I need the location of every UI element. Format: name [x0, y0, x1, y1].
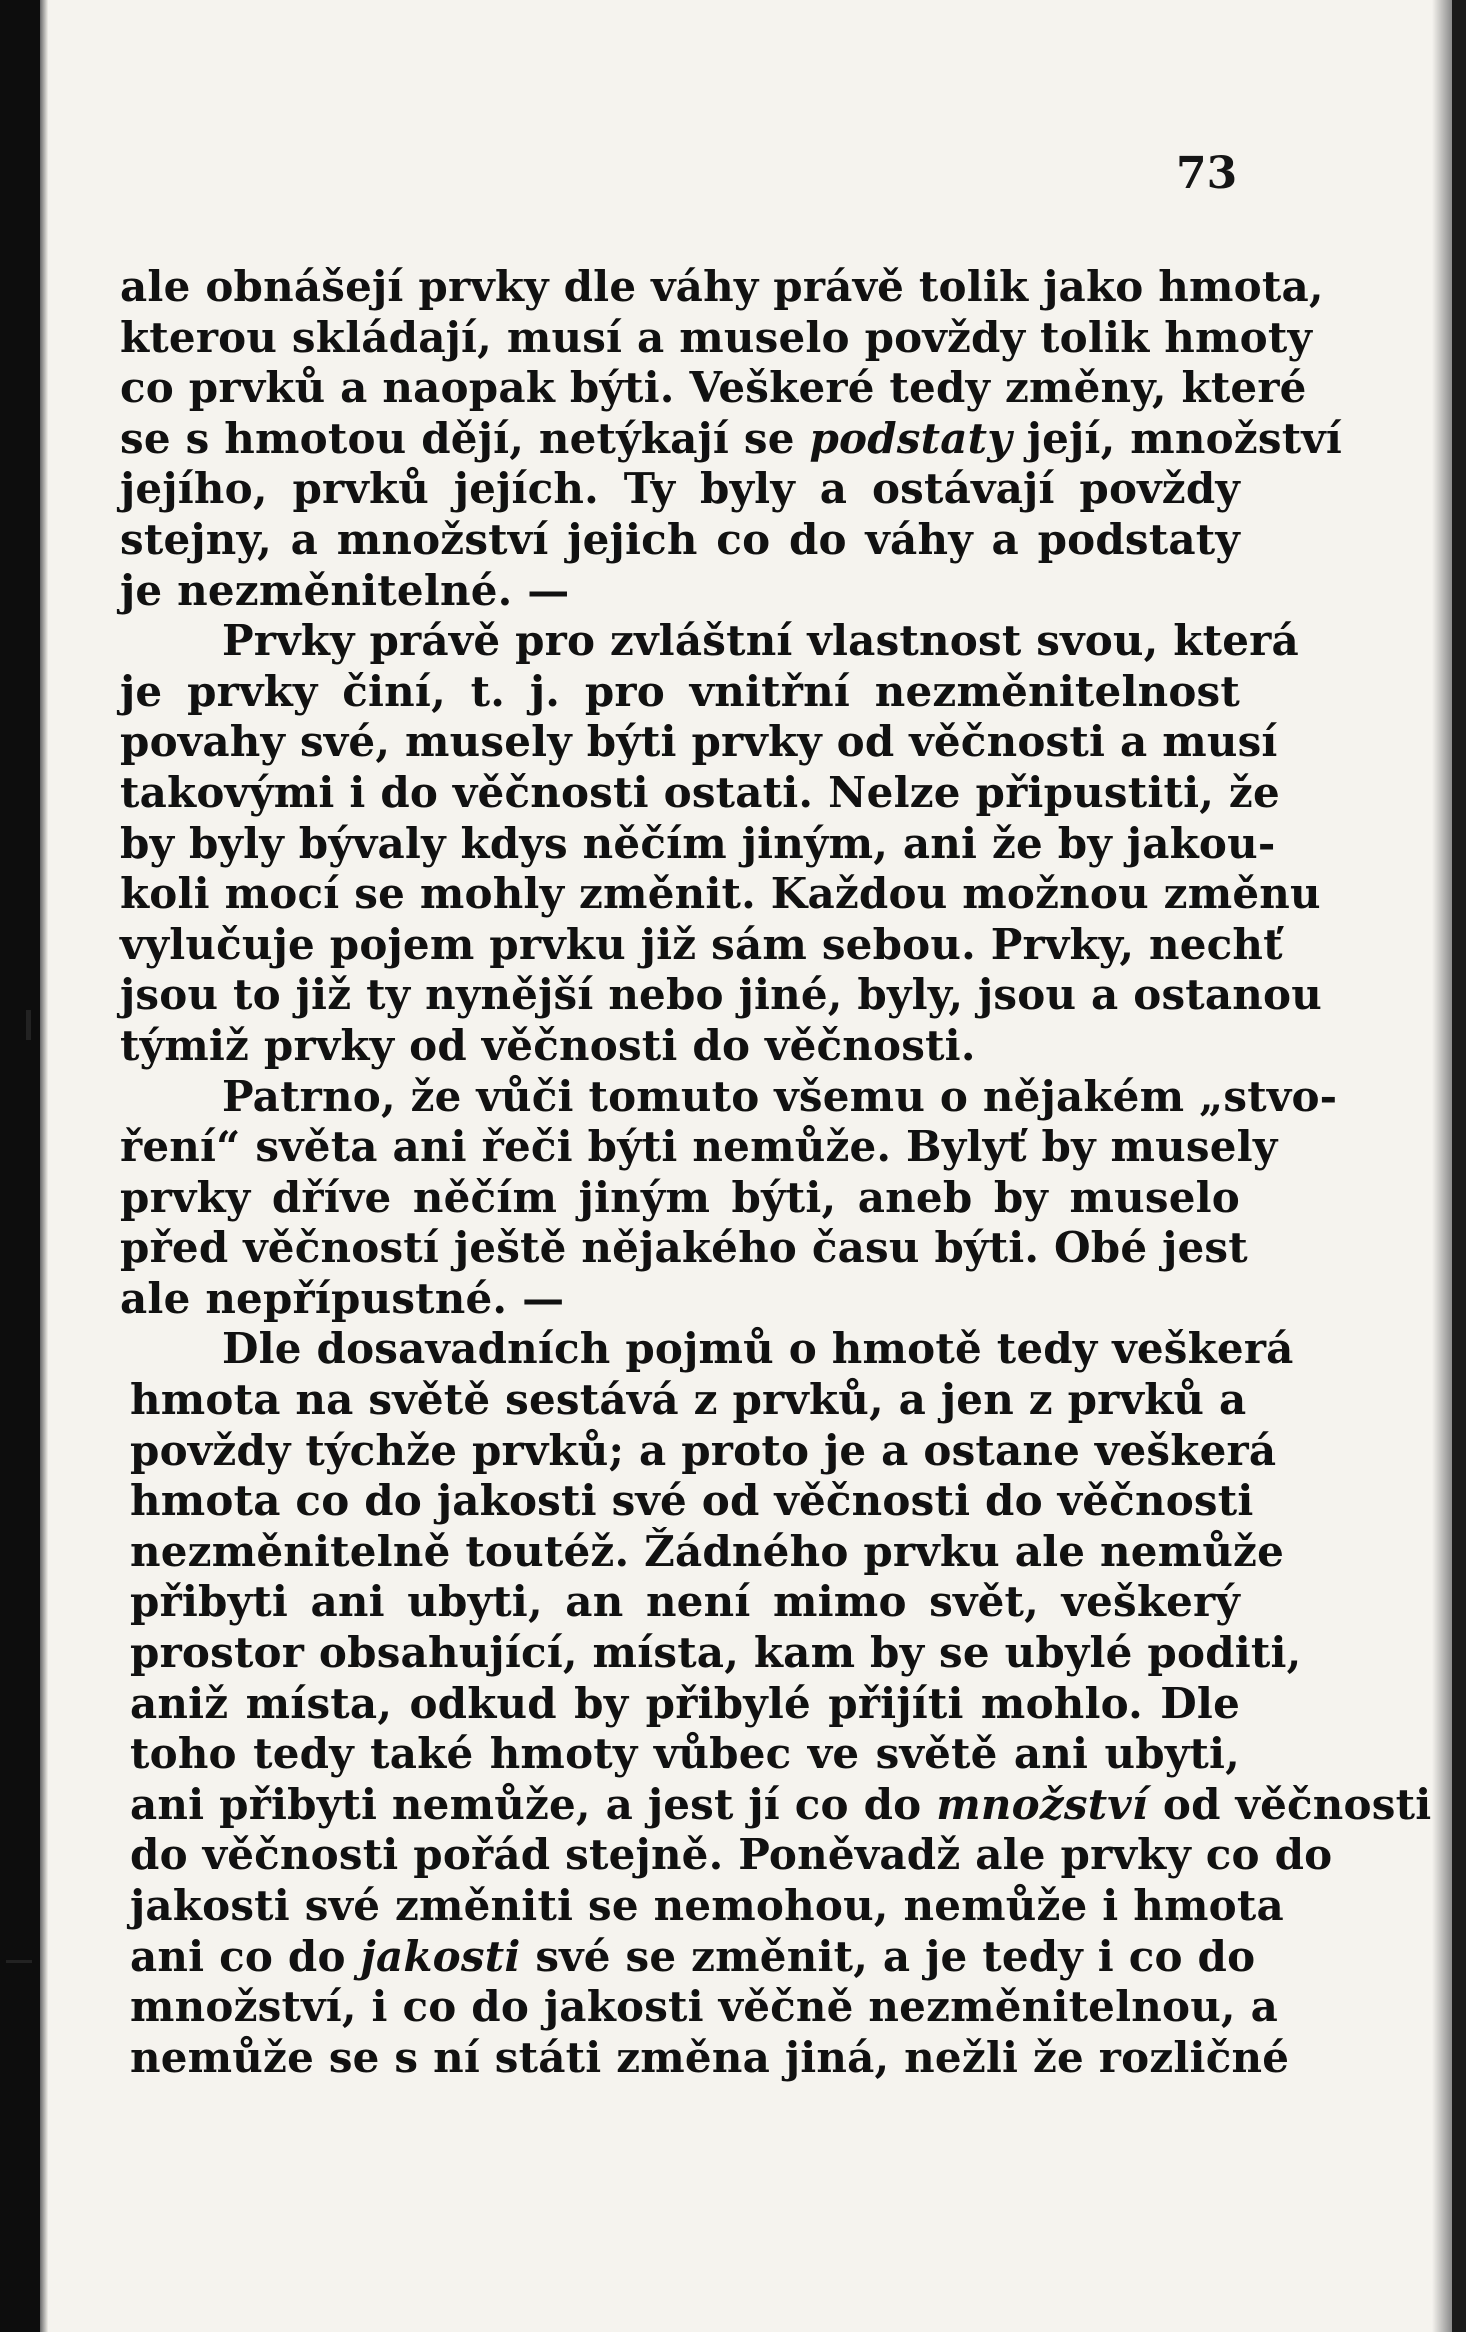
text-line: hmota na světě sestává z prvků, a jen z prvků a — [130, 1375, 1247, 1425]
text-line: povždy týchže prvků; a proto je a ostane veškerá — [130, 1425, 1277, 1475]
body-text — [120, 262, 1432, 2083]
text-line: koli mocí se mohly změnit. Každou možnou změnu — [120, 869, 1321, 919]
text-line — [120, 1931, 1256, 1983]
text-line: jsou to již ty nynější nebo jiné, byly, jsou a ostanou — [120, 970, 1322, 1020]
text-line: týmiž prvky od věčnosti do věčnosti. — [120, 1020, 976, 1070]
text-line: povahy své, musely býti prvky od věčnosti a musí — [120, 717, 1278, 767]
paragraph-start: Prvky právě pro zvláštní vlastnost svou, která — [222, 616, 1299, 666]
text-line: takovými i do věčnosti ostati. Nelze připustiti, že — [120, 767, 1280, 817]
text-line: nemůže se s ní státi změna jiná, nežli že rozličné — [130, 2032, 1290, 2082]
text-line: nezměnitelně toutéž. Žádného prvku ale nemůže — [130, 1526, 1285, 1576]
text-segment: své se změnit, a je tedy i co do — [535, 1931, 1256, 1981]
text-line — [120, 413, 1343, 465]
italic-term: množství — [936, 1779, 1149, 1829]
text-line: ření“ světa ani řeči býti nemůže. Bylyť by musely — [120, 1122, 1278, 1172]
scan-mark — [26, 1010, 31, 1040]
text-line: množství, i co do jakosti věčně nezměnitelnou, a — [130, 1982, 1278, 2032]
text-line: toho tedy také hmoty vůbec ve světě ani ubyti, — [130, 1729, 1240, 1779]
text-segment: se s hmotou dějí, netýkají se — [120, 413, 795, 463]
text-line: jejího, prvků jejích. Ty byly a ostávají povždy — [120, 464, 1240, 514]
page-edge-shadow — [1452, 0, 1466, 2332]
text-line: co prvků a naopak býti. Veškeré tedy změny, které — [120, 363, 1307, 413]
text-line: ale nepřípustné. — — [120, 1273, 565, 1323]
text-line: prvky dříve něčím jiným býti, aneb by muselo — [120, 1172, 1240, 1222]
scan-mark — [6, 1960, 32, 1963]
text-segment: ani přibyti nemůže, a jest jí co do — [130, 1779, 922, 1829]
paragraph-start: Dle dosavadních pojmů o hmotě tedy veškerá — [222, 1324, 1294, 1374]
binding-shadow — [0, 0, 40, 2332]
text-line — [120, 1779, 1432, 1831]
text-line: kterou skládají, musí a muselo povždy tolik hmoty — [120, 312, 1313, 362]
page-edge-gradient — [1432, 0, 1452, 2332]
paragraph-start: Patrno, že vůči tomuto všemu o nějakém „stvo- — [222, 1071, 1338, 1121]
text-segment: od věčnosti — [1162, 1779, 1432, 1829]
text-line: přibyti ani ubyti, an není mimo svět, veškerý — [130, 1577, 1240, 1627]
italic-term: podstaty — [809, 413, 1012, 463]
text-line: je prvky činí, t. j. pro vnitřní nezměnitelnost — [120, 666, 1240, 716]
text-line: jakosti své změniti se nemohou, nemůže i hmota — [130, 1881, 1284, 1930]
page-number: 73 — [1176, 148, 1238, 199]
text-line: prostor obsahující, místa, kam by se ubylé poditi, — [130, 1628, 1302, 1678]
text-line: je nezměnitelné. — — [120, 565, 570, 615]
text-line: by byly bývaly kdys něčím jiným, ani že by jakou- — [120, 818, 1276, 868]
text-segment: ani co do — [130, 1931, 346, 1981]
text-line: hmota co do jakosti své od věčnosti do věčnosti — [130, 1476, 1254, 1526]
italic-term: jakosti — [360, 1931, 521, 1981]
text-line: ale obnášejí prvky dle váhy právě tolik jako hmota, — [120, 262, 1324, 311]
text-segment: její, množství — [1026, 413, 1343, 463]
text-line: do věčnosti pořád stejně. Poněvadž ale prvky co do — [130, 1830, 1333, 1880]
text-line: před věčností ještě nějakého času býti. Obé jest — [120, 1223, 1248, 1273]
text-line: stejny, a množství jejich co do váhy a podstaty — [120, 514, 1240, 564]
text-line: vylučuje pojem prvku již sám sebou. Prvky, nechť — [120, 919, 1283, 969]
binding-gradient — [40, 0, 48, 2332]
text-line: aniž místa, odkud by přibylé přijíti mohlo. Dle — [130, 1678, 1240, 1728]
